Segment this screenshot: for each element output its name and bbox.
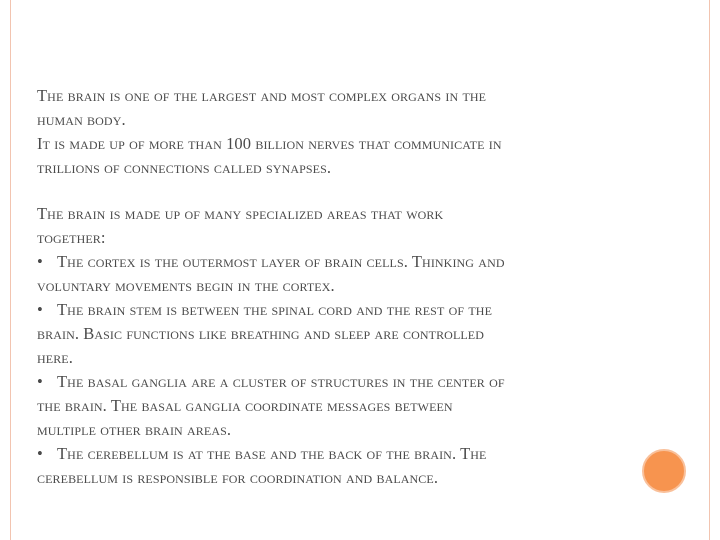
bullet-icon: • [37,444,43,463]
intro-line-2: human body. [37,110,126,129]
bullet-brainstem-line-1 [37,298,647,322]
bullet-cortex-line-1 [37,250,647,274]
areas-intro-line-2: together: [37,228,106,247]
bullet-text: The brain stem is between the spinal cord and the rest of the [57,300,493,319]
intro-line-4: trillions of connections called synapses. [37,158,332,177]
slide-body [37,84,647,490]
intro-line-3: It is made up of more than 100 billion nerves that communicate in [37,134,502,153]
bullet-brainstem-line-2: brain. Basic functions like breathing and sleep are controlled [37,324,484,343]
bullet-brainstem-line-3: here. [37,348,73,367]
bullet-cerebellum-line-1 [37,442,647,466]
intro-line-1: The brain is one of the largest and most complex organs in the [37,86,487,105]
bullet-icon: • [37,252,43,271]
bullet-basal-ganglia-line-2: the brain. The basal ganglia coordinate messages between [37,396,453,415]
bullet-icon: • [37,300,43,319]
bullet-basal-ganglia-line-3: multiple other brain areas. [37,420,232,439]
bullet-cerebellum-line-2: cerebellum is responsible for coordination and balance. [37,468,439,487]
bullet-basal-ganglia-line-1 [37,370,647,394]
bullet-text: The basal ganglia are a cluster of structures in the center of [57,372,505,391]
bullet-cortex-line-2: voluntary movements begin in the cortex. [37,276,335,295]
bullet-icon: • [37,372,43,391]
areas-intro-line-1: The brain is made up of many specialized areas that work [37,204,444,223]
accent-circle-decoration [642,449,686,493]
bullet-text: The cerebellum is at the base and the back of the brain. The [57,444,487,463]
bullet-text: The cortex is the outermost layer of brain cells. Thinking and [57,252,505,271]
